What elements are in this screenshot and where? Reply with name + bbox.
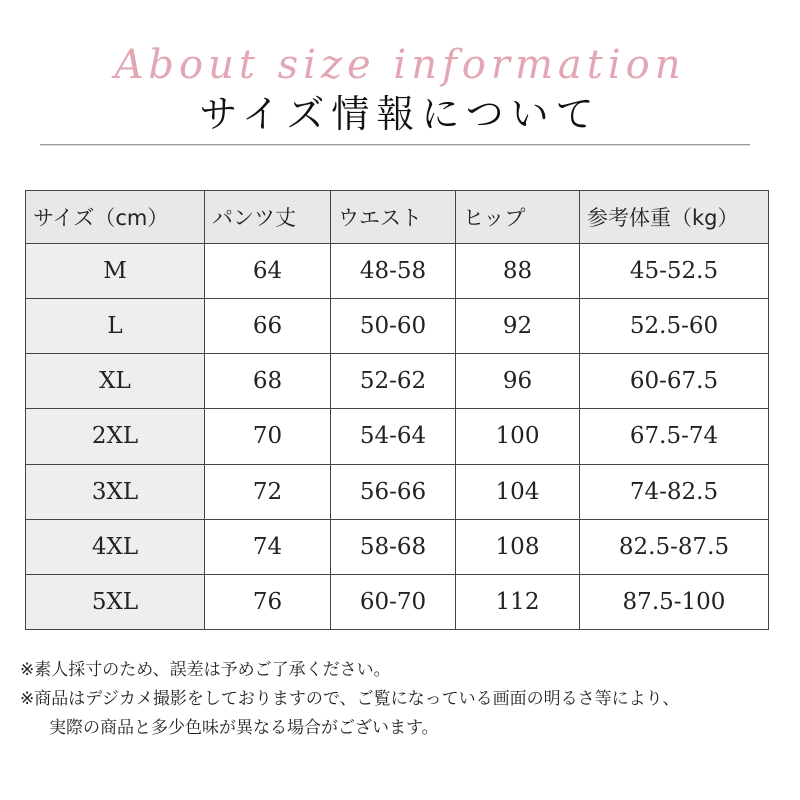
hip-cell: 88 <box>456 244 580 299</box>
notes <box>20 656 790 743</box>
hip-cell: 100 <box>456 409 580 464</box>
table-row <box>26 299 769 354</box>
table-row <box>26 519 769 574</box>
size-cell: L <box>26 299 205 354</box>
size-cell: 3XL <box>26 464 205 519</box>
table-header-row <box>26 191 769 244</box>
waist-cell: 48-58 <box>331 244 456 299</box>
size-cell: XL <box>26 354 205 409</box>
waist-cell: 52-62 <box>331 354 456 409</box>
waist-cell: 56-66 <box>331 464 456 519</box>
size-cell: 5XL <box>26 574 205 629</box>
size-cell: M <box>26 244 205 299</box>
column-header-weight: 参考体重（kg） <box>580 191 769 244</box>
page-title: サイズ情報について <box>199 92 601 136</box>
table-row <box>26 244 769 299</box>
weight-cell: 45-52.5 <box>580 244 769 299</box>
weight-cell: 60-67.5 <box>580 354 769 409</box>
waist-cell: 58-68 <box>331 519 456 574</box>
hip-cell: 104 <box>456 464 580 519</box>
pants-length-cell: 64 <box>205 244 331 299</box>
weight-cell: 52.5-60 <box>580 299 769 354</box>
pants-length-cell: 72 <box>205 464 331 519</box>
pants-length-cell: 66 <box>205 299 331 354</box>
table-row <box>26 409 769 464</box>
hip-cell: 108 <box>456 519 580 574</box>
table-row <box>26 354 769 409</box>
weight-cell: 74-82.5 <box>580 464 769 519</box>
column-header-size: サイズ（cm） <box>26 191 205 244</box>
waist-cell: 60-70 <box>331 574 456 629</box>
hip-cell: 92 <box>456 299 580 354</box>
waist-cell: 50-60 <box>331 299 456 354</box>
title-divider <box>40 144 750 145</box>
weight-cell: 87.5-100 <box>580 574 769 629</box>
script-title: About size information <box>114 42 686 88</box>
table-row <box>26 574 769 629</box>
table-row <box>26 464 769 519</box>
note-color-continued: 実際の商品と多少色味が異なる場合がございます。 <box>49 718 439 738</box>
note-color: ※商品はデジカメ撮影をしておりますので、ご覧になっている画面の明るさ等により、 <box>20 689 680 709</box>
weight-cell: 82.5-87.5 <box>580 519 769 574</box>
size-table <box>25 190 769 630</box>
pants-length-cell: 68 <box>205 354 331 409</box>
hip-cell: 112 <box>456 574 580 629</box>
pants-length-cell: 74 <box>205 519 331 574</box>
column-header-waist: ウエスト <box>331 191 456 244</box>
pants-length-cell: 76 <box>205 574 331 629</box>
hip-cell: 96 <box>456 354 580 409</box>
note-measurement: ※素人採寸のため、誤差は予めご了承ください。 <box>20 660 391 680</box>
weight-cell: 67.5-74 <box>580 409 769 464</box>
waist-cell: 54-64 <box>331 409 456 464</box>
pants-length-cell: 70 <box>205 409 331 464</box>
size-cell: 2XL <box>26 409 205 464</box>
column-header-pants-length: パンツ丈 <box>205 191 331 244</box>
size-cell: 4XL <box>26 519 205 574</box>
column-header-hip: ヒップ <box>456 191 580 244</box>
